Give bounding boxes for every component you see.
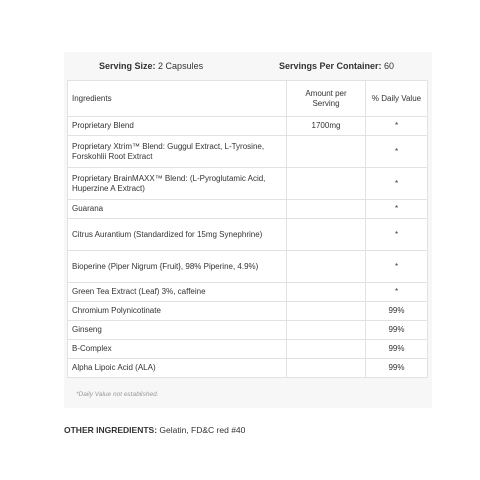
header-amount-per-serving: Amount per Serving: [287, 81, 366, 117]
other-ingredients-label: OTHER INGREDIENTS:: [64, 425, 158, 435]
daily-value-footnote: *Daily Value not established.: [76, 391, 159, 398]
ingredient-cell: Green Tea Extract (Leaf) 3%, caffeine: [68, 283, 287, 302]
amount-cell: [287, 321, 366, 340]
ingredient-cell: Guarana: [68, 200, 287, 219]
table-row: [68, 117, 428, 136]
table-row: [68, 200, 428, 219]
daily-value-cell: *: [366, 117, 428, 136]
table-row: [68, 219, 428, 251]
amount-cell: [287, 136, 366, 168]
amount-cell: [287, 359, 366, 378]
table-row: [68, 302, 428, 321]
daily-value-cell: *: [366, 168, 428, 200]
table-row: [68, 340, 428, 359]
ingredient-cell: Proprietary Xtrim™ Blend: Guggul Extract, L-Tyrosine, Forskohlii Root Extract: [68, 136, 287, 168]
amount-cell: [287, 200, 366, 219]
serving-size-label: Serving Size:: [99, 61, 156, 71]
table-row: [68, 359, 428, 378]
table-row: [68, 168, 428, 200]
amount-cell: [287, 302, 366, 321]
supplement-facts-panel: [64, 52, 432, 408]
table-row: [68, 321, 428, 340]
ingredient-cell: Proprietary Blend: [68, 117, 287, 136]
servings-per-container: [279, 61, 394, 71]
ingredient-cell: Proprietary BrainMAXX™ Blend: (L-Pyroglutamic Acid, Huperzine A Extract): [68, 168, 287, 200]
daily-value-cell: 99%: [366, 321, 428, 340]
other-ingredients-value: Gelatin, FD&C red #40: [159, 425, 246, 435]
header-ingredients: Ingredients: [68, 81, 287, 117]
daily-value-cell: 99%: [366, 340, 428, 359]
table-row: [68, 283, 428, 302]
daily-value-cell: *: [366, 283, 428, 302]
table-header-row: [68, 81, 428, 117]
amount-cell: [287, 219, 366, 251]
daily-value-cell: 99%: [366, 302, 428, 321]
table-row: [68, 136, 428, 168]
ingredient-cell: B-Complex: [68, 340, 287, 359]
serving-info: [64, 52, 432, 78]
servings-per-container-value: 60: [384, 61, 395, 71]
amount-cell: [287, 283, 366, 302]
daily-value-cell: 99%: [366, 359, 428, 378]
ingredient-cell: Citrus Aurantium (Standardized for 15mg Synephrine): [68, 219, 287, 251]
amount-cell: [287, 251, 366, 283]
amount-cell: [287, 340, 366, 359]
serving-size: [99, 61, 203, 71]
servings-per-container-label: Servings Per Container:: [279, 61, 382, 71]
amount-cell: 1700mg: [287, 117, 366, 136]
serving-size-value: 2 Capsules: [158, 61, 204, 71]
ingredient-cell: Bioperine (Piper Nigrum {Fruit}, 98% Piperine, 4.9%): [68, 251, 287, 283]
amount-cell: [287, 168, 366, 200]
other-ingredients: [64, 425, 245, 435]
ingredients-table: [67, 80, 428, 378]
daily-value-cell: *: [366, 251, 428, 283]
daily-value-cell: *: [366, 136, 428, 168]
header-daily-value: % Daily Value: [366, 81, 428, 117]
ingredient-cell: Alpha Lipoic Acid (ALA): [68, 359, 287, 378]
ingredient-cell: Chromium Polynicotinate: [68, 302, 287, 321]
daily-value-cell: *: [366, 219, 428, 251]
daily-value-cell: *: [366, 200, 428, 219]
table-row: [68, 251, 428, 283]
ingredient-cell: Ginseng: [68, 321, 287, 340]
